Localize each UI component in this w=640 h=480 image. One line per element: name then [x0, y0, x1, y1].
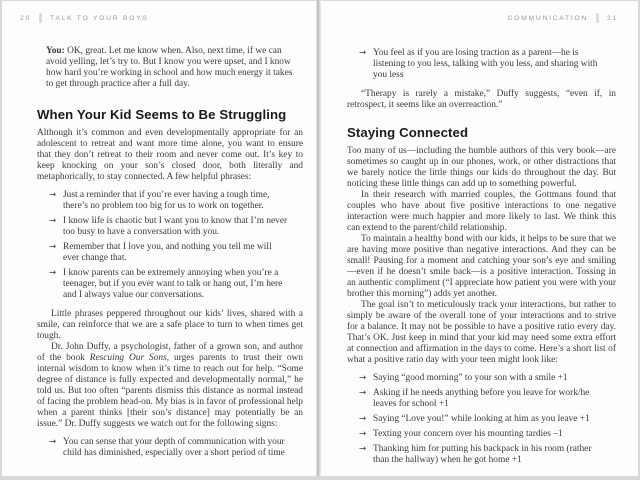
list-item-text: Just a reminder that if you’re ever having a tough time, there’s no problem too big for us to work on together. — [63, 190, 270, 211]
list-item-text: You feel as if you are losing traction as a parent—he is listening to you less, talking with you less, and sharing with you less — [373, 48, 598, 80]
list-item — [49, 190, 303, 212]
list-item-text: Saying “Love you!” while looking at him as you leave +1 — [373, 414, 590, 424]
paragraph-little-phrases: Little phrases peppered throughout our kids’ lives, shared with a smile, can reinforce that we are a safe place to turn to when times get tough. — [37, 309, 303, 341]
list-item-text: Saying “good morning” to your son with a smile +1 — [373, 373, 568, 383]
list-item — [49, 268, 303, 301]
list-item — [359, 414, 616, 425]
right-page-number: 21 — [607, 14, 618, 22]
arrow-bullet-icon: → — [359, 414, 367, 424]
right-page — [321, 1, 638, 476]
paragraph-duffy-before: Dr. John Duffy, a psychologist, father of a grown son, and author of the book — [37, 342, 303, 363]
list-item-text: Remember that I love you, and nothing you tell me will ever change that. — [63, 242, 272, 263]
right-running-head-title: COMMUNICATION — [507, 14, 589, 22]
list-item — [359, 373, 616, 384]
paragraph-duffy-after: , urges parents to trust their own internal wisdom to know when it’s time to reach out for help. “Some degree of distance is fully expected and developmentally normal,” he told us. But too often “parents dismiss this distance as normal instead of facing the problem head-on. My bias is in favor of professional help when a parent thinks [their son’s distance] may potentially be an issue.” Dr. Duffy suggests we watch out for the following signs: — [37, 353, 304, 429]
arrow-bullet-icon: → — [359, 388, 367, 398]
list-item — [359, 388, 616, 410]
book-title-rescuing-our-sons: Rescuing Our Sons — [89, 353, 167, 363]
list-item-text: Asking if he needs anything before you leave for work/he leaves for school +1 — [373, 388, 590, 409]
dialogue-speaker: You: — [46, 46, 65, 56]
right-running-head — [321, 13, 638, 23]
arrow-bullet-icon: → — [49, 268, 57, 278]
paragraph-duffy — [37, 342, 303, 430]
list-item-text: I know life is chaotic but I want you to know that I’m never too busy to have a conversation with you. — [63, 216, 288, 237]
left-running-head — [2, 13, 317, 23]
paragraph-therapy: “Therapy is rarely a mistake,” Duffy suggests, “even if, in retrospect, it seems like an overreaction.” — [347, 89, 616, 110]
list-item — [359, 429, 616, 440]
left-page-content — [37, 46, 303, 476]
list-item — [359, 48, 616, 81]
arrow-bullet-icon: → — [359, 444, 367, 454]
head-divider — [596, 13, 599, 23]
arrow-bullet-icon: → — [49, 242, 57, 252]
arrow-bullet-icon: → — [359, 429, 367, 439]
helpful-phrases-list — [37, 190, 303, 301]
list-item — [49, 242, 303, 264]
paragraph-intro: Although it’s common and even developmentally appropriate for an adolescent to retreat and want more time alone, you want to ensure that they don’t retreat to their room and never come out. It’s key to keep knocking on your son’s closed door, both literally and metaphorically, to stay connected. A few helpful phrases: — [37, 128, 303, 182]
list-item — [359, 444, 616, 466]
left-page-number: 20 — [20, 14, 31, 22]
arrow-bullet-icon: → — [49, 190, 57, 200]
warning-signs-list — [37, 437, 303, 459]
warning-signs-list-continued — [347, 48, 616, 81]
section-heading-staying-connected: Staying Connected — [347, 125, 469, 140]
arrow-bullet-icon: → — [49, 437, 57, 447]
dialogue-paragraph — [46, 46, 293, 90]
paragraph-maintain: To maintain a healthy bond with our kids, it helps to be sure that we are having more positive than negative interactions. And they can be small! Pausing for a moment and catching your son’s eye and smiling—even if he doesn’t smile back—is a positive interaction. Tossing in an authentic compliment (“I appreciate how patient you were with your brother this morning”) adds yet another. — [347, 234, 616, 299]
dialogue-text: OK, great. Let me know when. Also, next time, if we can avoid yelling, let’s try to. But I know you were upset, and I know how hard you’re working in school and how much energy it takes to get through practice after a full day. — [46, 46, 293, 89]
arrow-bullet-icon: → — [359, 373, 367, 383]
list-item-text: I know parents can be extremely annoying when you’re a teenager, but if you ever want to talk or hang out, I’m here and I always value our conversations. — [63, 268, 283, 300]
paragraph-research: In their research with married couples, the Gottmans found that couples who have about five positive interactions to one negative interaction were much happier and more likely to last. We think this can extend to the parent/child relationship. — [347, 190, 616, 233]
left-running-head-title: TALK TO YOUR BOYS — [49, 14, 149, 22]
right-page-content — [347, 46, 616, 476]
left-page — [2, 1, 317, 476]
paragraph-goal: The goal isn’t to meticulously track your interactions, but rather to simply be aware of the overall tone of your interactions and to strive for a balance. It may not be possible to have a positive ratio every day. That’s OK. Just keep in mind that your kid may need some extra effort at connection and affirmation in the days to come. Here’s a short list of what a positive ratio day with your teen might look like: — [347, 300, 616, 365]
list-item — [49, 216, 303, 238]
list-item-text: You can sense that your depth of communication with your child has diminished, especially over a short period of time — [63, 437, 285, 458]
section-heading-struggling: When Your Kid Seems to Be Struggling — [37, 107, 287, 122]
arrow-bullet-icon: → — [359, 48, 367, 58]
list-item-text: Thanking him for putting his backpack in his room (rather than the hallway) when he got home +1 — [373, 444, 592, 465]
positive-ratio-list — [347, 373, 616, 466]
list-item-text: Texting your concern over his mounting tardies –1 — [373, 429, 563, 439]
list-item — [49, 437, 303, 459]
paragraph-too-many: Too many of us—including the humble authors of this very book—are sometimes so caught up in our phones, work, or other distractions that we barely notice the little things our kids do throughout the day. But noticing these little things can add up to something powerful. — [347, 146, 616, 189]
head-divider — [39, 13, 42, 23]
arrow-bullet-icon: → — [49, 216, 57, 226]
